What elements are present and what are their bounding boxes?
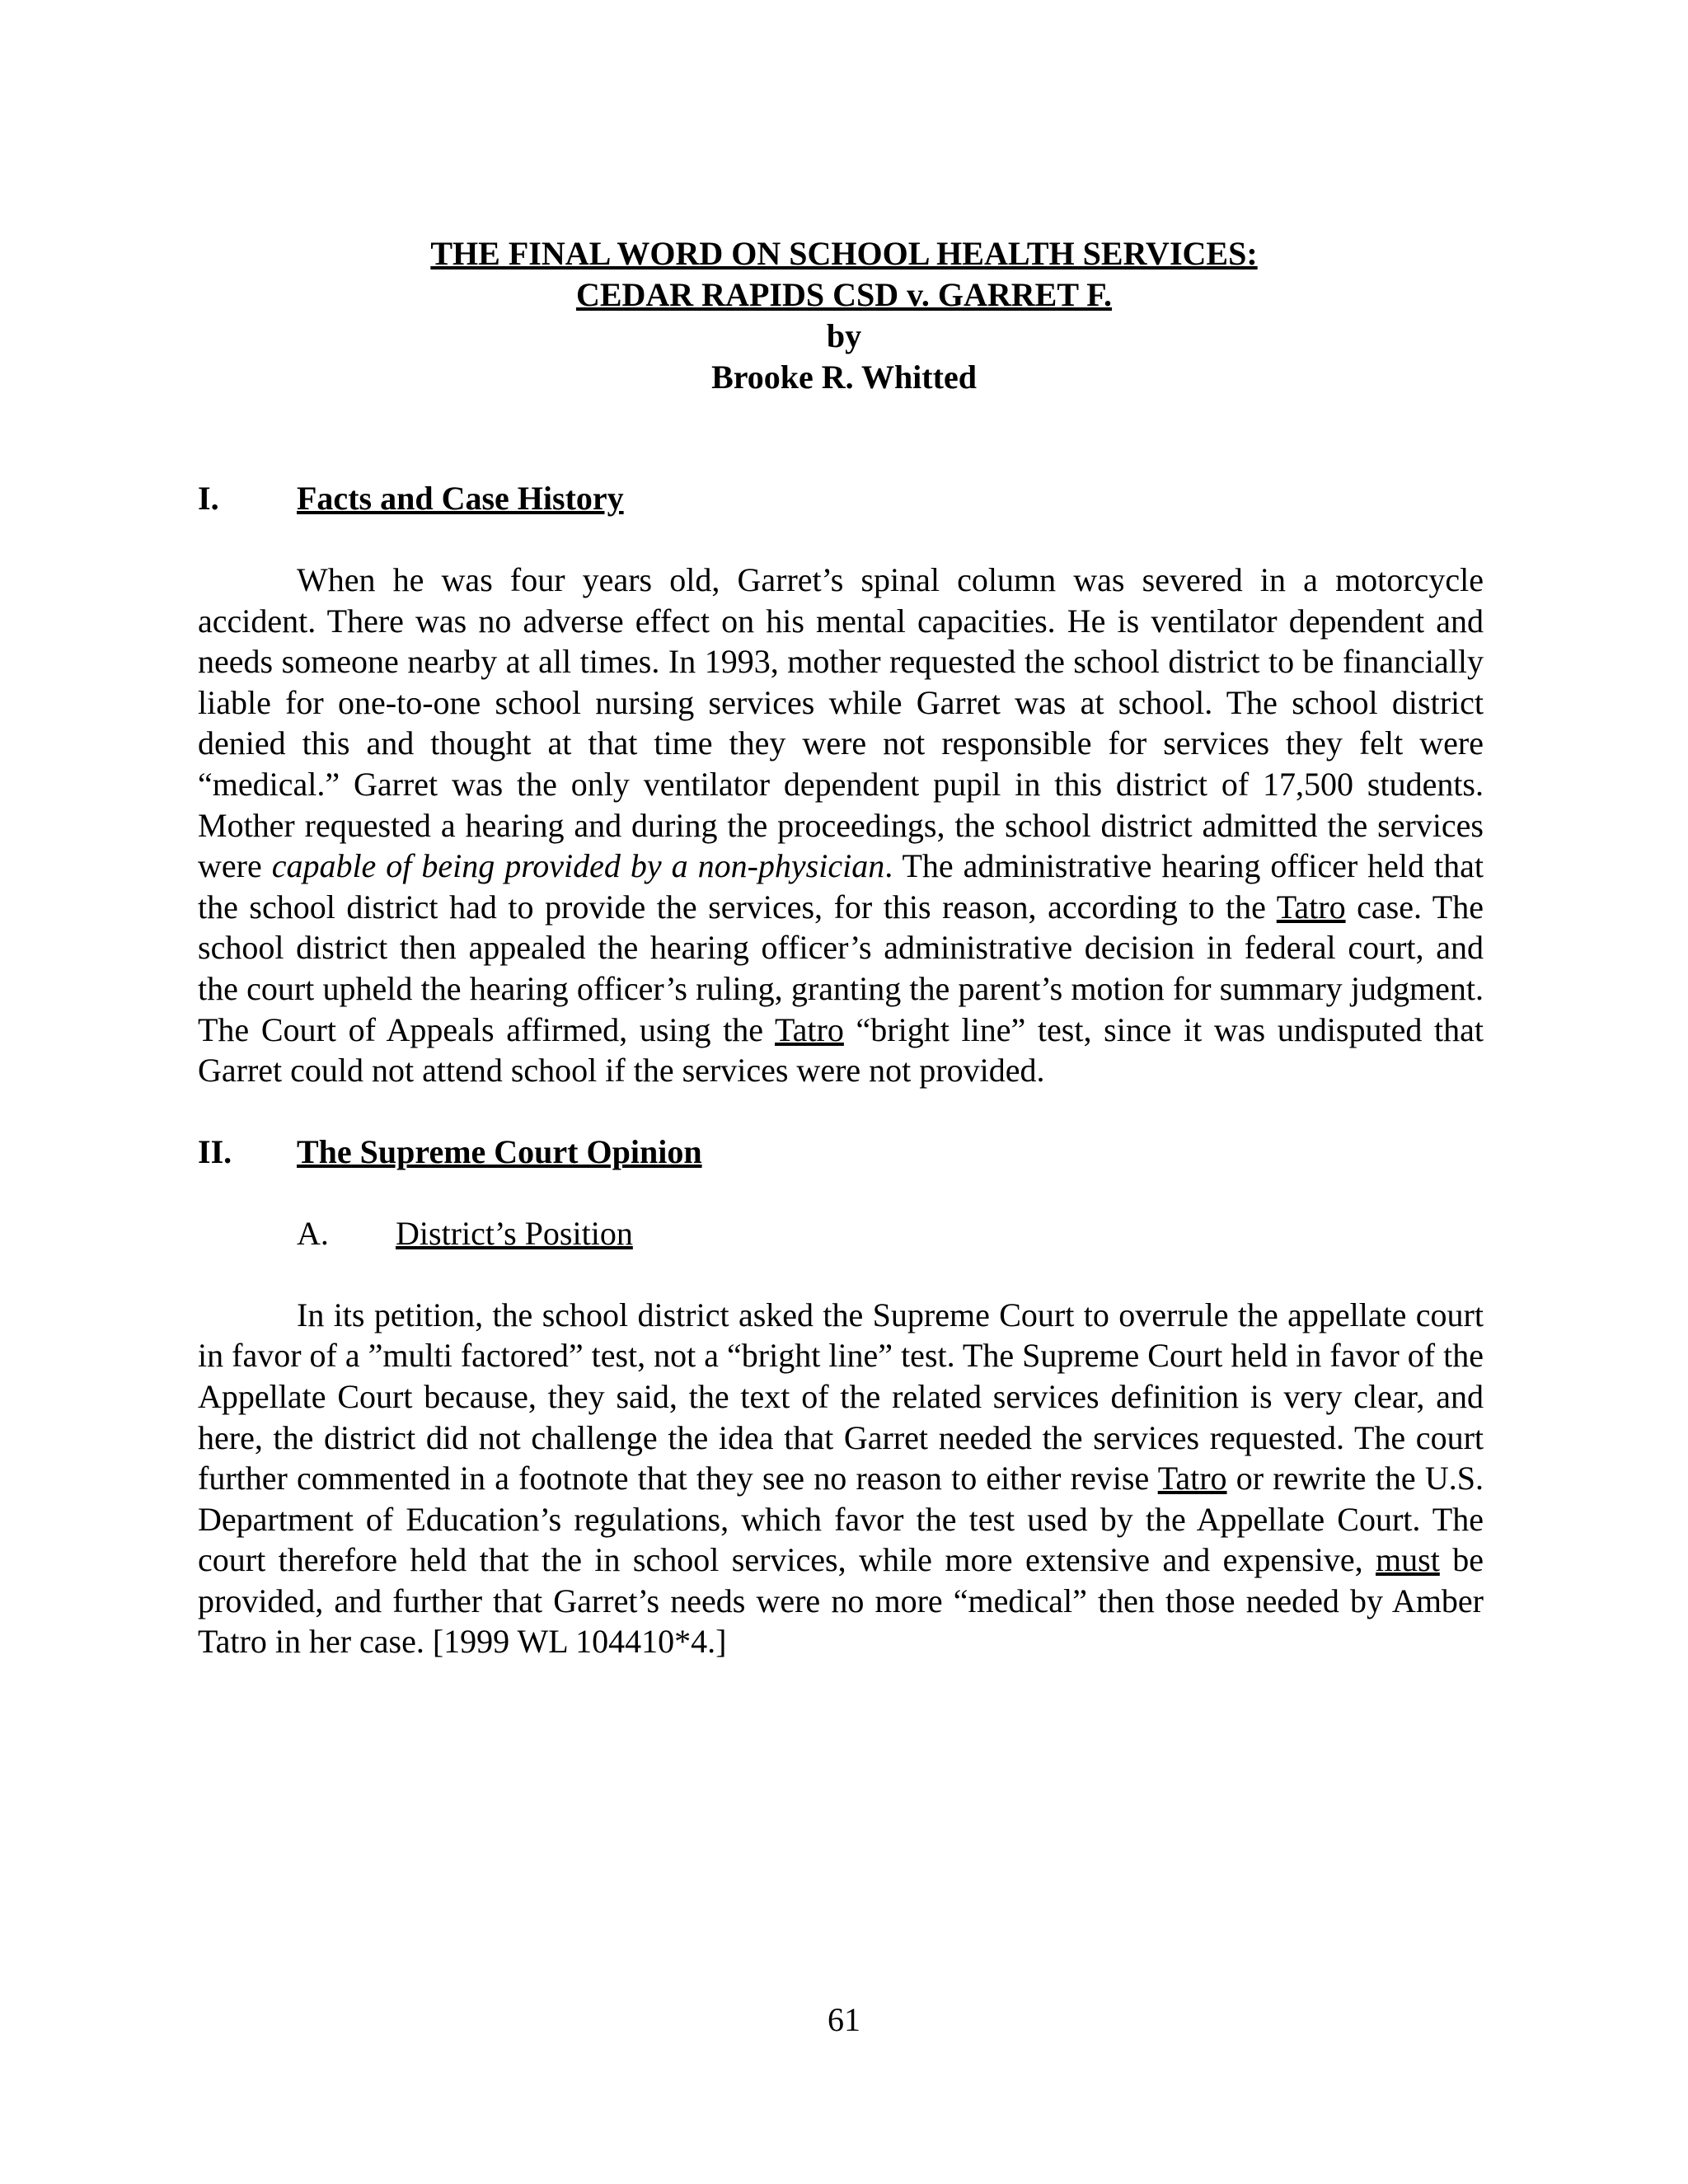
case-name-underlined: Tatro (1276, 888, 1346, 926)
paragraph-facts (198, 560, 1484, 1091)
section-heading-1 (198, 478, 1484, 519)
emphasis-underlined: must (1376, 1541, 1440, 1579)
title-line-2: CEDAR RAPIDS CSD v. GARRET F. (575, 276, 1113, 313)
section-heading-2 (198, 1132, 1484, 1173)
page-number: 61 (828, 2001, 860, 2038)
case-name-underlined: Tatro (1157, 1460, 1227, 1497)
author-name: Brooke R. Whitted (711, 359, 977, 396)
subsection-heading-a (297, 1213, 1484, 1254)
text-run: be provided, and further that Garret’s needs were no more “medical” then those needed by Amber Tatro in her case. [1999 WL 104410*4.] (198, 1541, 1484, 1661)
title-line-1: THE FINAL WORD ON SCHOOL HEALTH SERVICES: (430, 235, 1258, 272)
section-title: The Supreme Court Opinion (297, 1132, 702, 1170)
text-run: “bright line” test, since it was undisputed that Garret could not attend school if the services were not provided. (198, 1010, 1484, 1090)
text-run: case. The school district then appealed the hearing officer’s administrative decision in federal court, and the court upheld the hearing officer’s ruling, granting the parent’s motion for summary judgment. The Court of Appeals affirmed, using the (198, 888, 1484, 1048)
text-run: When he was four years old, Garret’s spinal column was severed in a motorcycle accident. There was no adverse effect on his mental capacities. He is ventilator dependent and needs someone nearby at all times. In 1993, mother requested the school district to be financially liable for one-to-one school nursing services while Garret was at school. The school district denied this and thought at that time they were not responsible for services they felt were “medical.” Garret was the only ventilator dependent pupil in this district of 17,500 students. Mother requested a hearing and during the proceedings, the school district admitted the services were (198, 561, 1484, 885)
section-title: Facts and Case History (297, 480, 624, 517)
italic-text: capable of being provided by a non-physician (271, 847, 885, 885)
text-run: or rewrite the U.S. Department of Education’s regulations, which favor the test used by the Appellate Court. The court therefore held that the in school services, while more extensive and expensive, (198, 1460, 1484, 1579)
subsection-number: A. (297, 1214, 329, 1252)
text-run: . The administrative hearing officer held that the school district had to provide the services, for this reason, according to the (198, 847, 1484, 926)
section-number: II. (198, 1132, 232, 1170)
title-by: by (826, 317, 862, 354)
title-block (0, 233, 1688, 398)
case-name-underlined: Tatro (775, 1010, 844, 1048)
paragraph-district-position (198, 1295, 1484, 1662)
text-run: In its petition, the school district asked the Supreme Court to overrule the appellate court in favor of a ”multi factored” test, not a “bright line” test. The Supreme Court held in favor of the Appellate Court because, they said, the text of the related services definition is very clear, and here, the district did not challenge the idea that Garret needed the services requested. The court further commented in a footnote that they see no reason to either revise (198, 1296, 1484, 1497)
document-body (198, 478, 1484, 1703)
subsection-title: District’s Position (396, 1214, 633, 1252)
section-number: I. (198, 480, 219, 517)
